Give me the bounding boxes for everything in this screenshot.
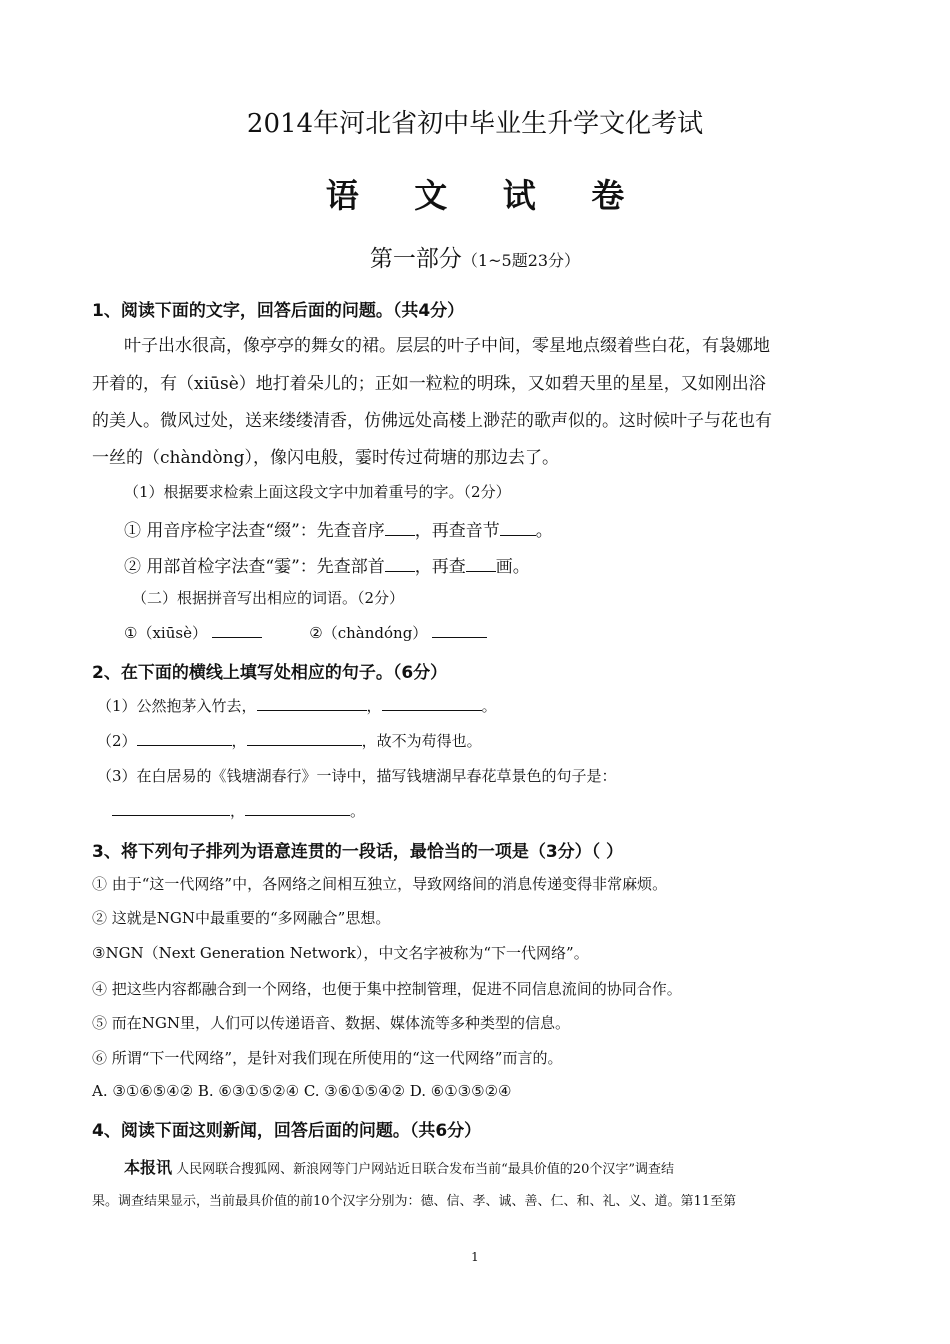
q3-item: ⑤ 而在NGN里，人们可以传递语音、数据、媒体流等多种类型的信息。 [92, 1014, 571, 1032]
q3-item: ③NGN（Next Generation Network），中文名字被称为“下一代网络”。 [92, 944, 589, 962]
answer-blank[interactable] [432, 622, 487, 638]
q1-passage-line: 的美人。微风过处，送来缕缕清香，仿佛远处高楼上渺茫的歌声似的。这时候叶子与花也有 [92, 411, 772, 431]
exam-title: 2014年河北省初中毕业生升学文化考试 [246, 109, 704, 139]
q1-sub1: （1）根据要求检索上面这段文字中加着重号的字。（2分） [124, 483, 511, 501]
q2-line2-prefix: （2） [97, 732, 137, 750]
line-end: ，故不为苟得也。 [361, 732, 482, 750]
sub1a-end: 。 [535, 521, 553, 541]
q1-sub1a [124, 516, 950, 541]
q3-item: ② 这就是NGN中最重要的“多网融合”思想。 [92, 909, 391, 927]
q3-heading: 3、将下列句子排列为语意连贯的一段话，最恰当的一项是（3分）（ ） [92, 842, 624, 862]
q2-line1-prefix: （1）公然抱茅入竹去， [97, 697, 257, 715]
q3-item: ① 由于“这一代网络”中，各网络之间相互独立，导致网络间的消息传递变得非常麻烦。 [92, 875, 668, 893]
sub1a-middle: ，再查音节 [414, 521, 500, 541]
q2-line3: （3）在白居易的《钱塘湖春行》一诗中，描写钱塘湖早春花草景色的句子是： [97, 767, 617, 785]
q1-passage-line: 一丝的（chàndòng），像闪电般，霎时传过荷塘的那边去了。 [92, 448, 560, 468]
answer-blank[interactable] [212, 622, 262, 638]
part-note: （1~5题23分） [461, 251, 581, 270]
sub1b-end: 画。 [495, 557, 530, 577]
answer-blank[interactable] [500, 518, 536, 536]
q1-sub1b [124, 552, 950, 577]
separator: ， [366, 697, 382, 715]
q2-line2 [97, 730, 950, 751]
sub1a-prefix: ① 用音序检字法查“缀”：先查音序 [124, 521, 385, 541]
answer-blank[interactable] [466, 554, 496, 572]
q1-passage-line: 叶子出水很高，像亭亭的舞女的裙。层层的叶子中间，零星地点缀着些白花，有袅娜地 [124, 336, 770, 356]
news-lead: 本报讯 [124, 1158, 173, 1177]
q2-heading: 2、在下面的横线上填写处相应的句子。（6分） [92, 663, 448, 683]
sub1b-prefix: ② 用部首检字法查“霎”：先查部首 [124, 557, 385, 577]
q2-line4 [112, 800, 950, 821]
sub1b-middle: ，再查 [414, 557, 466, 577]
q1-sub2-answers [124, 622, 950, 643]
answer-blank[interactable] [385, 554, 415, 572]
q3-item: ④ 把这些内容都融合到一个网络，也便于集中控制管理，促进不同信息流间的协同合作。 [92, 980, 682, 998]
answer-blank[interactable] [247, 730, 362, 746]
news-text: 人民网联合搜狐网、新浪网等门户网站近日联合发布当前“最具价值的20个汉字”调查结 [172, 1162, 674, 1177]
q3-item: ⑥ 所谓“下一代网络”，是针对我们现在所使用的“这一代网络”而言的。 [92, 1049, 563, 1067]
separator: ， [230, 802, 246, 820]
sub2b-label: ②（chàndóng） [309, 624, 428, 642]
q2-line1 [97, 695, 950, 716]
answer-blank[interactable] [385, 518, 415, 536]
subject-title: 语 文 试 卷 [325, 176, 647, 215]
q1-sub2: （二）根据拼音写出相应的词语。（2分） [132, 589, 405, 607]
answer-blank[interactable] [257, 695, 367, 711]
page-number: 1 [471, 1250, 479, 1264]
sub2a-label: ①（xiūsè） [124, 624, 207, 642]
line-end: 。 [481, 697, 497, 715]
q4-news-line [124, 1155, 950, 1178]
part-label: 第一部分 [369, 246, 462, 272]
separator: ， [231, 732, 247, 750]
line-end: 。 [350, 802, 366, 820]
q4-heading: 4、阅读下面这则新闻，回答后面的问题。（共6分） [92, 1121, 482, 1141]
part-title [0, 240, 950, 273]
answer-blank[interactable] [245, 800, 350, 816]
answer-blank[interactable] [112, 800, 230, 816]
q1-passage-line: 开着的，有（xiūsè）地打着朵儿的；正如一粒粒的明珠，又如碧天里的星星，又如刚出浴 [92, 374, 766, 394]
answer-blank[interactable] [137, 730, 232, 746]
answer-blank[interactable] [382, 695, 482, 711]
q3-options: A. ③①⑥⑤④② B. ⑥③①⑤②④ C. ③⑥①⑤④② D. ⑥①③⑤②④ [92, 1082, 512, 1100]
q1-heading: 1、阅读下面的文字，回答后面的问题。（共4分） [92, 301, 465, 321]
q4-news-line: 果。调查结果显示，当前最具价值的前10个汉字分别为：德、信、孝、诚、善、仁、和、礼、义、道。第11至第 [92, 1194, 737, 1209]
